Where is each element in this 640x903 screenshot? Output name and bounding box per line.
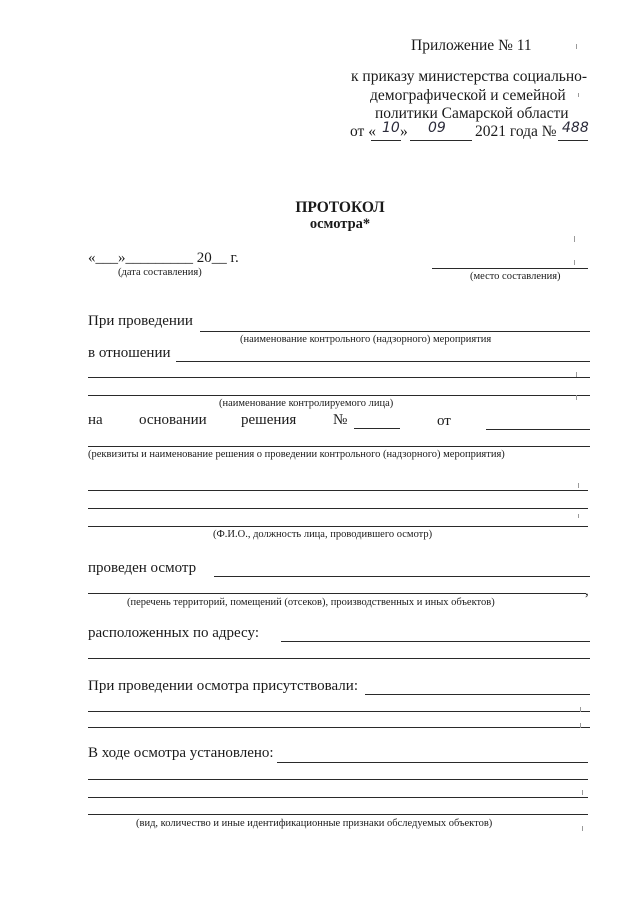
basis-line-2 <box>88 446 590 447</box>
conducting-label: При проведении <box>88 313 193 329</box>
order-number: 488 <box>562 120 589 136</box>
scan-speck <box>582 826 583 831</box>
basis-number-sign: № <box>333 412 348 428</box>
compilation-date-template: «___»_________ 20__ г. <box>88 250 239 266</box>
document-subtitle: осмотра* <box>309 216 371 232</box>
basis-decision: решения <box>241 412 297 428</box>
territories-caption: (перечень территорий, помещений (отсеков), производственных и иных объектов) <box>127 597 495 608</box>
established-line-4 <box>88 814 588 815</box>
order-number-underline <box>558 140 588 141</box>
established-line-2 <box>88 779 588 780</box>
address-line <box>281 641 590 642</box>
scan-speck <box>578 514 579 518</box>
decision-caption: (реквизиты и наименование решения о проведении контрольного (надзорного) мероприятия) <box>88 449 505 460</box>
controlled-caption: (наименование контролируемого лица) <box>219 398 394 409</box>
inspection-comma: , <box>585 583 589 599</box>
present-line <box>365 694 590 695</box>
date-year: 2021 года № <box>475 123 557 140</box>
scan-speck <box>574 236 575 242</box>
present-label: При проведении осмотра присутствовали: <box>88 678 358 694</box>
date-month: 09 <box>428 120 446 136</box>
inspector-line-1 <box>88 490 588 491</box>
objects-caption: (вид, количество и иные идентификационные признаки обследуемых объектов) <box>136 818 493 829</box>
scan-speck <box>574 260 575 265</box>
scan-speck <box>576 395 577 400</box>
scan-speck <box>580 707 581 712</box>
address-line-2 <box>88 658 590 659</box>
order-reference-line-1: к приказу министерства социально- <box>351 68 588 85</box>
date-prefix: от « <box>350 123 376 140</box>
regarding-line-2 <box>88 377 590 378</box>
inspection-line-2 <box>88 593 586 594</box>
compilation-date-caption: (дата составления) <box>118 267 202 278</box>
basis-from: от <box>437 413 451 429</box>
basis-word: основании <box>139 412 207 428</box>
order-reference-line-3: политики Самарской области <box>375 105 569 122</box>
inspection-line <box>214 576 590 577</box>
regarding-line <box>176 361 590 362</box>
inspector-caption: (Ф.И.О., должность лица, проводившего осмотр) <box>213 529 433 540</box>
inspector-line-3 <box>88 526 588 527</box>
place-caption: (место составления) <box>470 271 561 282</box>
scan-speck <box>576 44 577 49</box>
date-day-underline <box>371 140 401 141</box>
address-label: расположенных по адресу: <box>88 625 259 641</box>
inspector-line-2 <box>88 508 588 509</box>
present-line-3 <box>88 727 590 728</box>
document-title: ПРОТОКОЛ <box>295 199 385 216</box>
regarding-line-3 <box>88 395 590 396</box>
present-line-2 <box>88 711 590 712</box>
conducting-caption: (наименование контрольного (надзорного) мероприятия <box>240 334 492 345</box>
date-month-underline <box>410 140 472 141</box>
scan-speck <box>576 372 577 377</box>
appendix-number: Приложение № 11 <box>411 37 532 54</box>
basis-number-line <box>354 428 400 429</box>
established-line <box>277 762 588 763</box>
scan-speck <box>580 723 581 728</box>
established-label: В ходе осмотра установлено: <box>88 745 274 761</box>
place-line <box>432 268 588 269</box>
scan-speck <box>582 790 583 795</box>
scan-speck <box>578 483 579 488</box>
inspection-label: проведен осмотр <box>88 560 197 576</box>
basis-date-line <box>486 429 590 430</box>
order-reference-line-2: демографической и семейной <box>370 87 566 104</box>
date-mid: » <box>400 123 408 140</box>
conducting-line <box>200 331 590 332</box>
basis-on: на <box>88 412 103 428</box>
established-line-3 <box>88 797 588 798</box>
scan-speck <box>578 93 579 97</box>
regarding-label: в отношении <box>88 345 171 361</box>
date-day: 10 <box>382 120 400 136</box>
